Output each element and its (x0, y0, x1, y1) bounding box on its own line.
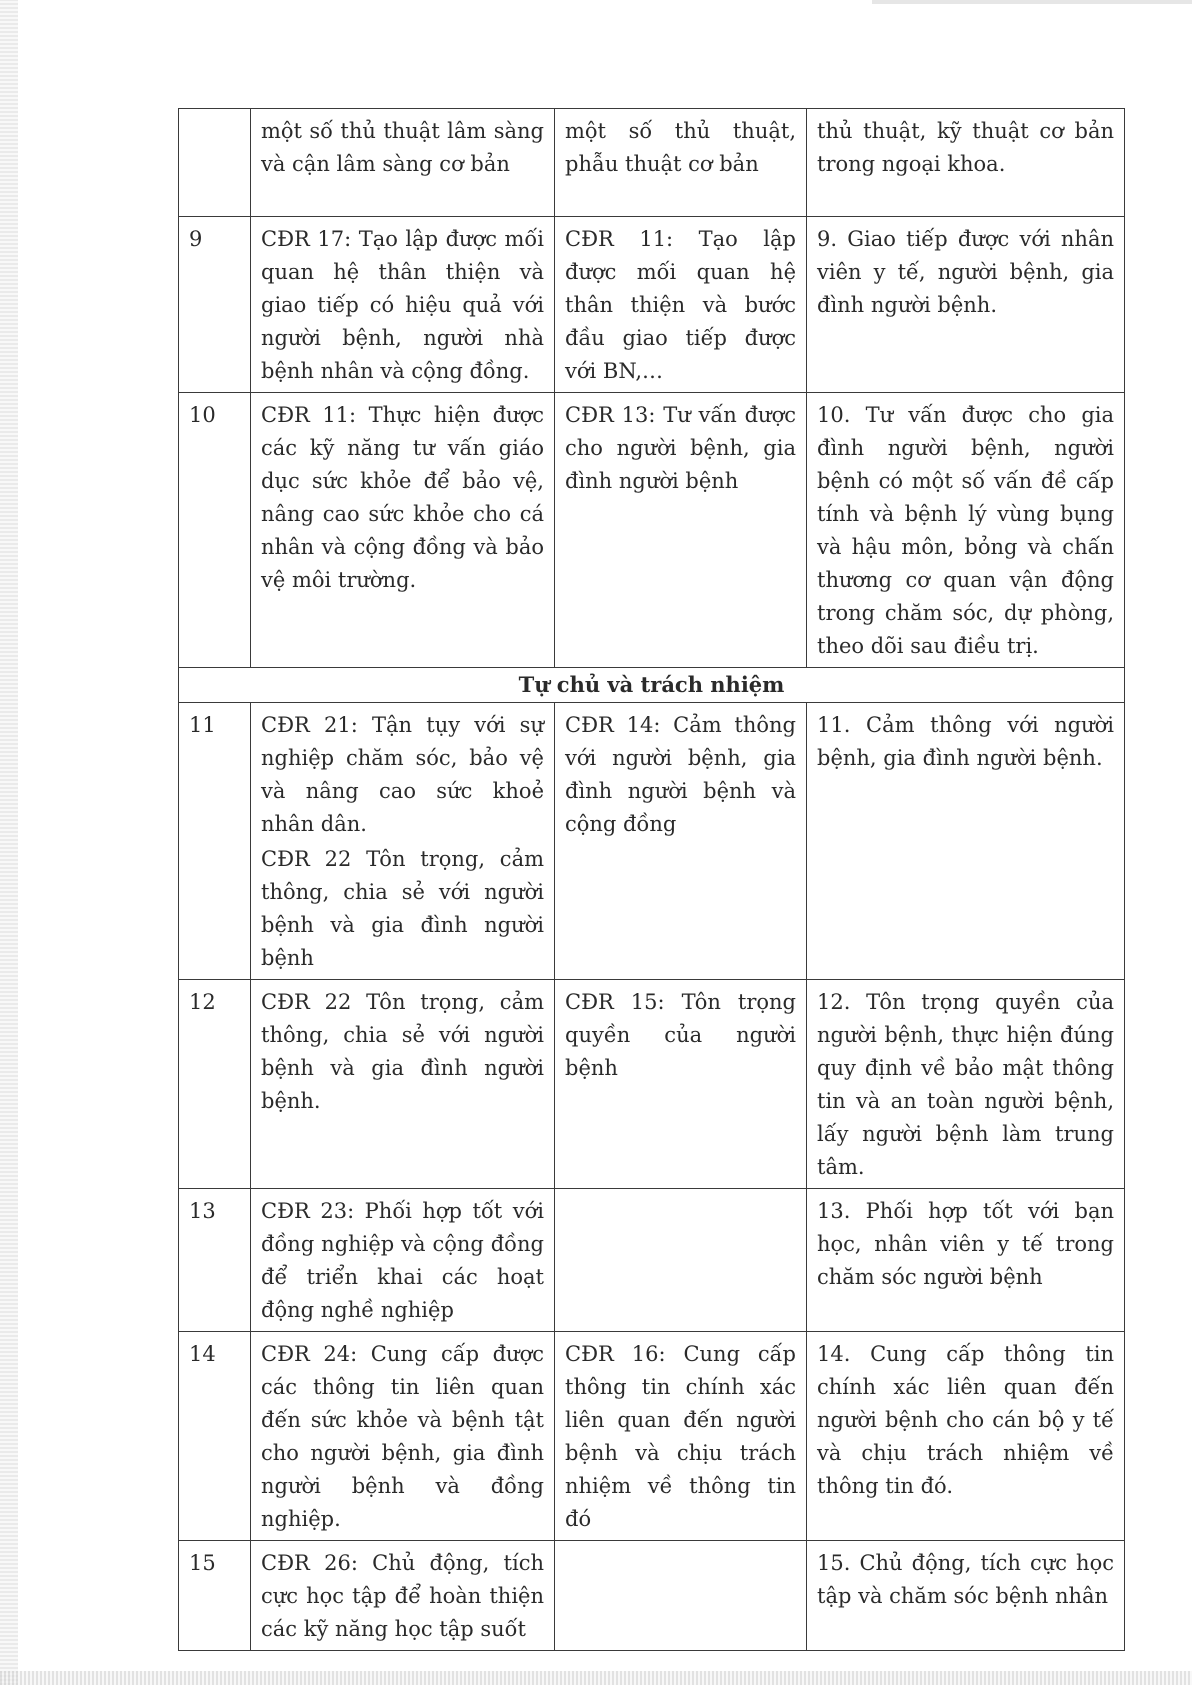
row-number: 15 (179, 1541, 251, 1651)
course-outcome-cell: 11. Cảm thông với người bệnh, gia đình người bệnh. (807, 703, 1125, 980)
module-outcome-cell: CĐR 13: Tư vấn được cho người bệnh, gia đình người bệnh (555, 393, 807, 668)
module-outcome-cell (555, 1189, 807, 1332)
table-row (179, 1541, 1125, 1651)
table-row (179, 217, 1125, 393)
program-outcome-cell: CĐR 17: Tạo lập được mối quan hệ thân thiện và giao tiếp có hiệu quả với người bệnh, người nhà bệnh nhân và cộng đồng. (251, 217, 555, 393)
table-row (179, 1332, 1125, 1541)
program-outcome-cell: CĐR 23: Phối hợp tốt với đồng nghiệp và cộng đồng để triển khai các hoạt động nghề nghiệp (251, 1189, 555, 1332)
row-number: 10 (179, 393, 251, 668)
course-outcome-cell: 9. Giao tiếp được với nhân viên y tế, người bệnh, gia đình người bệnh. (807, 217, 1125, 393)
program-outcome-cell: một số thủ thuật lâm sàng và cận lâm sàng cơ bản (251, 109, 555, 217)
row-number: 11 (179, 703, 251, 980)
scan-edge-top (872, 0, 1192, 4)
course-outcome-cell: 10. Tư vấn được cho gia đình người bệnh, người bệnh có một số vấn đề cấp tính và bệnh lý vùng bụng và hậu môn, bỏng và chấn thương cơ quan vận động trong chăm sóc, dự phòng, theo dõi sau điều trị. (807, 393, 1125, 668)
module-outcome-cell: CĐR 16: Cung cấp thông tin chính xác liên quan đến người bệnh và chịu trách nhiệm về thông tin đó (555, 1332, 807, 1541)
program-outcome-cell: CĐR 24: Cung cấp được các thông tin liên quan đến sức khỏe và bệnh tật cho người bệnh, gia đình người bệnh và đồng nghiệp. (251, 1332, 555, 1541)
table-row (179, 109, 1125, 217)
row-number: 9 (179, 217, 251, 393)
section-row (179, 668, 1125, 703)
course-outcome-cell: 15. Chủ động, tích cực học tập và chăm sóc bệnh nhân (807, 1541, 1125, 1651)
program-outcome-cell: CĐR 26: Chủ động, tích cực học tập để hoàn thiện các kỹ năng học tập suốt (251, 1541, 555, 1651)
learning-outcomes-table (178, 108, 1125, 1651)
table-row (179, 980, 1125, 1189)
row-number: 12 (179, 980, 251, 1189)
module-outcome-cell: CĐR 14: Cảm thông với người bệnh, gia đình người bệnh và cộng đồng (555, 703, 807, 980)
row-number (179, 109, 251, 217)
table-row (179, 393, 1125, 668)
program-outcome-cell (251, 703, 555, 980)
module-outcome-cell: CĐR 15: Tôn trọng quyền của người bệnh (555, 980, 807, 1189)
program-outcome-cell: CĐR 22 Tôn trọng, cảm thông, chia sẻ với người bệnh và gia đình người bệnh. (251, 980, 555, 1189)
table-row (179, 703, 1125, 980)
module-outcome-cell: một số thủ thuật, phẫu thuật cơ bản (555, 109, 807, 217)
course-outcome-cell: 13. Phối hợp tốt với bạn học, nhân viên y tế trong chăm sóc người bệnh (807, 1189, 1125, 1332)
scan-edge-bottom (0, 1671, 1192, 1685)
module-outcome-cell (555, 1541, 807, 1651)
row-number: 13 (179, 1189, 251, 1332)
row-number: 14 (179, 1332, 251, 1541)
program-outcome-text-secondary: CĐR 22 Tôn trọng, cảm thông, chia sẻ với người bệnh và gia đình người bệnh (261, 847, 544, 970)
module-outcome-cell: CĐR 11: Tạo lập được mối quan hệ thân thiện và bước đầu giao tiếp được với BN,… (555, 217, 807, 393)
course-outcome-cell: thủ thuật, kỹ thuật cơ bản trong ngoại khoa. (807, 109, 1125, 217)
section-title: Tự chủ và trách nhiệm (179, 668, 1125, 703)
program-outcome-text: CĐR 21: Tận tụy với sự nghiệp chăm sóc, bảo vệ và nâng cao sức khoẻ nhân dân. (261, 713, 544, 836)
course-outcome-cell: 14. Cung cấp thông tin chính xác liên quan đến người bệnh cho cán bộ y tế và chịu trách nhiệm về thông tin đó. (807, 1332, 1125, 1541)
course-outcome-cell: 12. Tôn trọng quyền của người bệnh, thực hiện đúng quy định về bảo mật thông tin và an toàn người bệnh, lấy người bệnh làm trung tâm. (807, 980, 1125, 1189)
scan-edge-left (0, 0, 18, 1685)
program-outcome-cell: CĐR 11: Thực hiện được các kỹ năng tư vấn giáo dục sức khỏe để bảo vệ, nâng cao sức khỏe cho cá nhân và cộng đồng và bảo vệ môi trường. (251, 393, 555, 668)
table-row (179, 1189, 1125, 1332)
